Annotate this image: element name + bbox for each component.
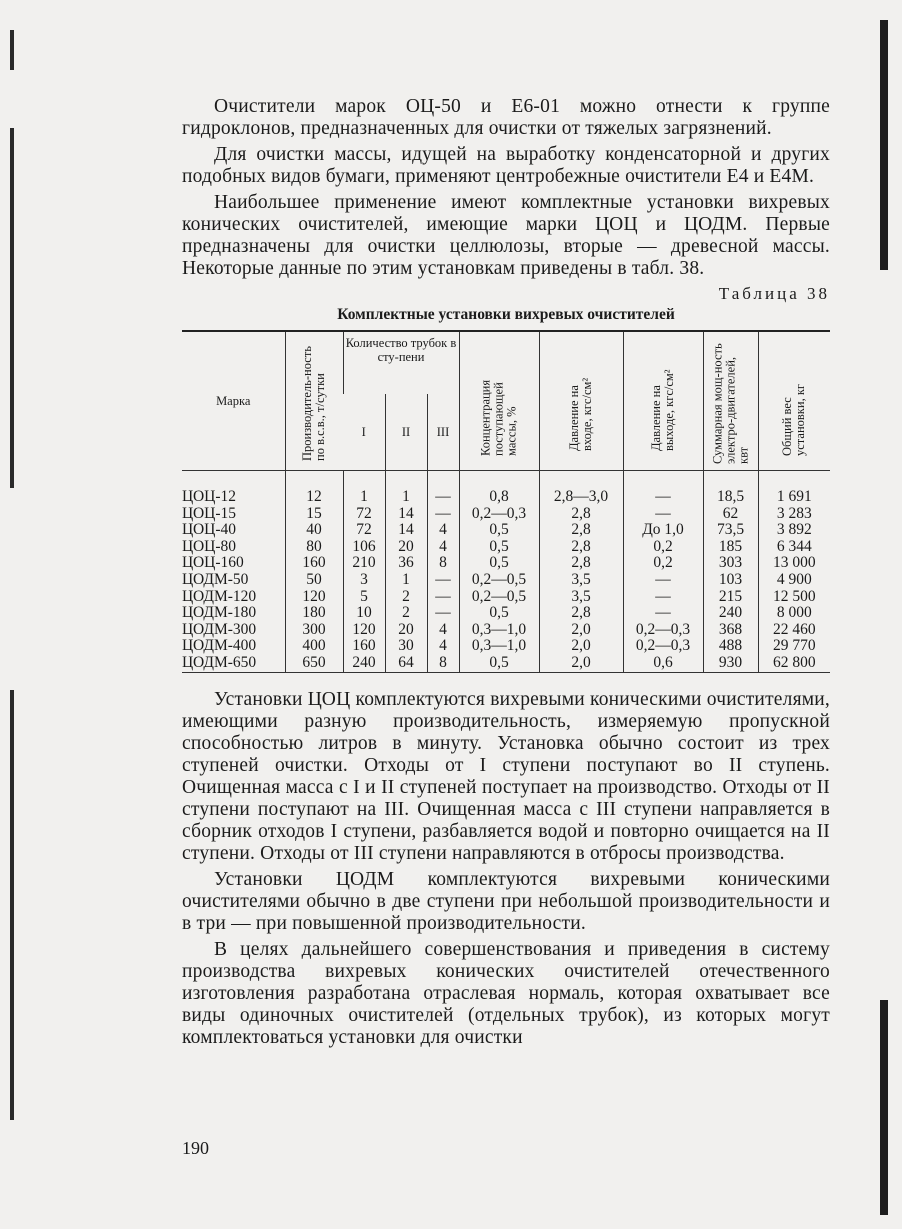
table-cell-conc: 0,8 xyxy=(459,471,539,506)
table-cell-pout: 0,2 xyxy=(623,555,703,572)
header-pressure-out: Давление на выходе, кгс/см² xyxy=(623,331,703,471)
table-cell-weight: 1 691 xyxy=(758,471,830,506)
table-cell-mark: ЦОДМ-650 xyxy=(182,655,285,672)
table-cell-pin: 2,8 xyxy=(539,555,623,572)
table-cell-pin: 2,8 xyxy=(539,539,623,556)
table-cell-s1: 210 xyxy=(343,555,385,572)
table-cell-s1: 106 xyxy=(343,539,385,556)
table-cell-pout: 0,2—0,3 xyxy=(623,638,703,655)
table-cell-pin: 2,0 xyxy=(539,622,623,639)
table-cell-pin: 3,5 xyxy=(539,572,623,589)
table-cell-s1: 5 xyxy=(343,589,385,606)
table-number: Таблица 38 xyxy=(718,284,830,303)
table-cell-s3: 8 xyxy=(427,655,459,672)
table-cell-weight: 3 283 xyxy=(758,506,830,523)
table-row xyxy=(182,655,830,672)
table-cell-pout: 0,6 xyxy=(623,655,703,672)
table-cell-conc: 0,3—1,0 xyxy=(459,638,539,655)
table-cell-cap: 300 xyxy=(285,622,343,639)
table-cell-cap: 50 xyxy=(285,572,343,589)
table-cell-s3: 4 xyxy=(427,622,459,639)
header-stage-3: III xyxy=(427,394,459,471)
table-cell-mark: ЦОДМ-400 xyxy=(182,637,257,655)
scan-edge-left xyxy=(10,30,14,70)
table-cell-mark: ЦОДМ-50 xyxy=(182,570,249,588)
table-cell-pout: — xyxy=(623,605,703,622)
table-cell-s3: 8 xyxy=(427,555,459,572)
table-cell-mark: ЦОЦ-15 xyxy=(182,504,237,522)
header-tubes: Количество трубок в сту-пени xyxy=(343,331,459,394)
table-cell-weight: 13 000 xyxy=(758,555,830,572)
table-row xyxy=(182,589,830,606)
table-cell-cap: 650 xyxy=(285,655,343,672)
table-cell-cap: 40 xyxy=(285,522,343,539)
header-mark: Марка xyxy=(182,331,285,471)
table-cell-s3: — xyxy=(427,605,459,622)
scan-edge-left xyxy=(10,128,14,488)
table-cell-conc: 0,2—0,5 xyxy=(459,589,539,606)
table-cell-pout: 0,2 xyxy=(623,539,703,556)
paragraph: В целях дальнейшего совершенствования и приведения в систему производства вихревых конических очистителей отечественного изготовления разработана отраслевая нормаль, которая охватывает все виды одиночных очистителей (отдельных трубок), из которых могут комплектоваться установки для очистки xyxy=(182,938,830,1048)
table-cell-power: 185 xyxy=(703,539,758,556)
table-cell-weight: 12 500 xyxy=(758,589,830,606)
table-cell-mark: ЦОДМ-300 xyxy=(182,620,257,638)
table-cell-cap: 80 xyxy=(285,539,343,556)
table-cell-pout: — xyxy=(623,471,703,506)
table-cell-s1: 120 xyxy=(343,622,385,639)
page-number: 190 xyxy=(182,1138,209,1158)
table-cell-s1: 10 xyxy=(343,605,385,622)
table-cell-weight: 62 800 xyxy=(758,655,830,672)
table-cell-s2: 20 xyxy=(385,622,427,639)
table-cell-power: 62 xyxy=(703,506,758,523)
table-cell-conc: 0,5 xyxy=(459,555,539,572)
table-cell-conc: 0,3—1,0 xyxy=(459,622,539,639)
table-cell-power: 103 xyxy=(703,572,758,589)
table-cell-pout: До 1,0 xyxy=(623,522,703,539)
table-cell-s1: 3 xyxy=(343,572,385,589)
table-cell-power: 18,5 xyxy=(703,471,758,506)
table-title: Комплектные установки вихревых очистителей xyxy=(337,306,675,323)
table-cell-s2: 1 xyxy=(385,572,427,589)
table-cell-pin: 2,8 xyxy=(539,522,623,539)
table-cell-s1: 1 xyxy=(343,471,385,506)
table-row xyxy=(182,622,830,639)
table-row xyxy=(182,522,830,539)
table-cell-s3: 4 xyxy=(427,539,459,556)
table-row xyxy=(182,471,830,506)
table-cell-pin: 3,5 xyxy=(539,589,623,606)
table-cell-power: 930 xyxy=(703,655,758,672)
table-cell-s1: 72 xyxy=(343,522,385,539)
table-cell-pin: 2,8—3,0 xyxy=(539,471,623,506)
header-power: Суммарная мощ-ность электро-двигателей, квт xyxy=(703,331,758,471)
table-cell-power: 215 xyxy=(703,589,758,606)
table-cell-power: 303 xyxy=(703,555,758,572)
table-cell-s2: 36 xyxy=(385,555,427,572)
table-cell-conc: 0,5 xyxy=(459,605,539,622)
table-cell-mark: ЦОЦ-40 xyxy=(182,521,237,539)
table-cell-s2: 20 xyxy=(385,539,427,556)
table-cell-s3: — xyxy=(427,572,459,589)
header-capacity: Производитель-ность по в.с.в., т/сутки xyxy=(285,331,343,471)
paragraph: Установки ЦОЦ комплектуются вихревыми коническими очистителями, имеющими разную производительность, измеряемую пропускной способностью литров в минуту. Установка обычно состоит из трех ступеней очистки. Отходы от I ступени поступают во II ступень. Очищенная масса с I и II ступеней поступает на производство. Отходы от II ступени поступают на III. Очищенная масса с III ступени направляется в сборник отходов I ступени, разбавляется водой и повторно очищается на II ступени. Отходы от III ступени направляются в отбросы производства. xyxy=(182,688,830,864)
table-cell-cap: 400 xyxy=(285,638,343,655)
table-row xyxy=(182,539,830,556)
table-cell-mark: ЦОЦ-80 xyxy=(182,537,237,555)
scan-edge-left xyxy=(10,690,14,1120)
header-stage-1: I xyxy=(343,394,385,471)
table-cell-s2: 30 xyxy=(385,638,427,655)
table-cell-s2: 14 xyxy=(385,522,427,539)
table-cell-weight: 29 770 xyxy=(758,638,830,655)
table-cell-conc: 0,2—0,3 xyxy=(459,506,539,523)
table-cell-weight: 22 460 xyxy=(758,622,830,639)
table-cell-pin: 2,0 xyxy=(539,638,623,655)
paragraph: Установки ЦОДМ комплектуются вихревыми коническими очистителями обычно в две ступени при небольшой производительности и в три — при повышенной производительности. xyxy=(182,868,830,934)
table-cell-pin: 2,8 xyxy=(539,506,623,523)
table-cell-s3: 4 xyxy=(427,638,459,655)
table-cell-cap: 120 xyxy=(285,589,343,606)
paragraph: Для очистки массы, идущей на выработку конденсаторной и других подобных видов бумаги, применяют центробежные очистители Е4 и Е4М. xyxy=(182,144,830,187)
table-row xyxy=(182,506,830,523)
table-row xyxy=(182,572,830,589)
table-cell-pout: — xyxy=(623,572,703,589)
table-cell-s2: 64 xyxy=(385,655,427,672)
table-cell-mark: ЦОЦ-160 xyxy=(182,554,244,572)
table-cell-s2: 2 xyxy=(385,605,427,622)
table-cell-power: 73,5 xyxy=(703,522,758,539)
table-cell-conc: 0,5 xyxy=(459,522,539,539)
table-cell-cap: 12 xyxy=(285,471,343,506)
table-cell-pout: — xyxy=(623,589,703,606)
table-cell-mark: ЦОДМ-120 xyxy=(182,587,257,605)
table-cell-pin: 2,8 xyxy=(539,605,623,622)
table-cell-conc: 0,2—0,5 xyxy=(459,572,539,589)
data-table xyxy=(182,330,830,673)
table-cell-weight: 3 892 xyxy=(758,522,830,539)
book-page xyxy=(182,96,830,1053)
paragraph: Очистители марок ОЦ-50 и Е6-01 можно отнести к группе гидроклонов, предназначенных для очистки от тяжелых загрязнений. xyxy=(182,96,830,139)
table-cell-cap: 160 xyxy=(285,555,343,572)
header-weight: Общий вес установки, кг xyxy=(758,331,830,471)
header-stage-2: II xyxy=(385,394,427,471)
table-cell-pout: 0,2—0,3 xyxy=(623,622,703,639)
table-row xyxy=(182,555,830,572)
table-cell-s1: 240 xyxy=(343,655,385,672)
table-cell-mark: ЦОДМ-180 xyxy=(182,604,257,622)
table-row xyxy=(182,638,830,655)
table-cell-weight: 8 000 xyxy=(758,605,830,622)
table-cell-s1: 72 xyxy=(343,506,385,523)
header-concentration: Концентрация поступающей массы, % xyxy=(459,331,539,471)
table-cell-s2: 14 xyxy=(385,506,427,523)
table-cell-power: 368 xyxy=(703,622,758,639)
paragraph: Наибольшее применение имеют комплектные установки вихревых конических очистителей, имеющие марки ЦОЦ и ЦОДМ. Первые предназначены для очистки целлюлозы, вторые — древесной массы. Некоторые данные по этим установкам приведены в табл. 38. xyxy=(182,192,830,279)
table-cell-s3: — xyxy=(427,589,459,606)
scan-edge-right xyxy=(880,20,888,270)
table-cell-pout: — xyxy=(623,506,703,523)
table-row xyxy=(182,605,830,622)
table-cell-cap: 180 xyxy=(285,605,343,622)
scan-edge-right xyxy=(880,1000,888,1215)
table-cell-mark: ЦОЦ-12 xyxy=(182,488,237,505)
table-cell-conc: 0,5 xyxy=(459,655,539,672)
table-cell-power: 488 xyxy=(703,638,758,655)
table-cell-s2: 1 xyxy=(385,471,427,506)
table-cell-s3: — xyxy=(427,471,459,506)
table-cell-power: 240 xyxy=(703,605,758,622)
table-cell-weight: 4 900 xyxy=(758,572,830,589)
table-cell-s2: 2 xyxy=(385,589,427,606)
table-cell-s3: — xyxy=(427,506,459,523)
header-pressure-in: Давление на входе, кгс/см² xyxy=(539,331,623,471)
table-cell-weight: 6 344 xyxy=(758,539,830,556)
table-cell-s3: 4 xyxy=(427,522,459,539)
table-cell-s1: 160 xyxy=(343,638,385,655)
table-cell-cap: 15 xyxy=(285,506,343,523)
table-cell-conc: 0,5 xyxy=(459,539,539,556)
table-cell-pin: 2,0 xyxy=(539,655,623,672)
